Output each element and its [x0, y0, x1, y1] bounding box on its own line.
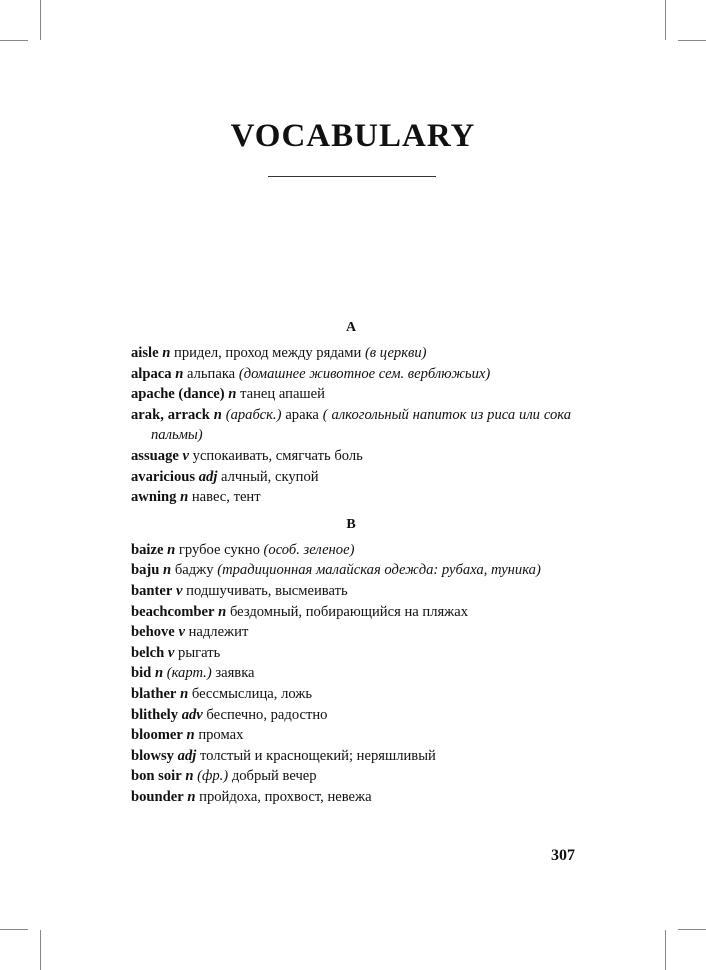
- entry-gloss: алчный, скупой: [221, 468, 319, 485]
- glossary-entry: [131, 581, 571, 602]
- entry-pos: n: [228, 386, 237, 403]
- entry-gloss: толстый и краснощекий; неряшливый: [199, 747, 436, 764]
- entry-note: (домашнее животное сем. верблюжьих): [238, 365, 491, 382]
- entry-note: (в церкви): [364, 345, 427, 361]
- glossary-entry: [131, 560, 571, 581]
- crop-mark-bottom-left-horizontal: [0, 929, 28, 930]
- entry-pos: n: [185, 768, 194, 785]
- entry-gloss: успокаивать, смягчать боль: [192, 447, 363, 464]
- glossary-entry: [131, 602, 571, 623]
- entry-pos: n: [163, 562, 172, 579]
- glossary-entry: [131, 405, 571, 446]
- section-letter-a: A: [345, 320, 357, 335]
- entry-note: (традиционная малайская одежда: рубаха, туника): [217, 562, 541, 579]
- entry-gloss: надлежит: [188, 624, 249, 641]
- glossary-entry: [131, 343, 571, 364]
- entry-pos: n: [180, 489, 189, 506]
- entry-term: alpaca: [131, 365, 172, 382]
- entry-term: apache (dance): [131, 386, 225, 403]
- glossary-entry: [131, 622, 571, 643]
- entry-gloss: грубое сукно: [178, 541, 260, 558]
- entry-pos: n: [167, 541, 176, 558]
- entry-term: baize: [131, 541, 164, 558]
- entry-pos: adj: [177, 747, 197, 764]
- entry-gloss: добрый вечер: [231, 768, 317, 785]
- entry-term: awning: [131, 489, 177, 506]
- entry-pos: v: [182, 447, 189, 464]
- entry-term: avaricious: [131, 468, 196, 485]
- glossary-entry: [131, 446, 571, 467]
- page-number: 307: [551, 847, 575, 864]
- entry-note: (карт.): [166, 665, 212, 682]
- entry-term: bid: [131, 665, 152, 682]
- entry-term: assuage: [131, 447, 179, 464]
- glossary-entry: [131, 487, 571, 508]
- glossary-entry: [131, 787, 571, 808]
- glossary-entry: [131, 364, 571, 385]
- entry-pos: n: [154, 665, 164, 682]
- entry-term: baju: [131, 562, 160, 579]
- section-letter-b: B: [346, 516, 356, 532]
- entry-gloss: подшучивать, высмеивать: [186, 582, 348, 599]
- entry-pos: adj: [198, 468, 218, 485]
- entry-pos: n: [218, 603, 227, 620]
- glossary: [131, 317, 571, 807]
- entry-pos: v: [176, 582, 183, 599]
- entry-term: blowsy: [131, 747, 174, 764]
- entry-term: blithely: [131, 706, 179, 723]
- entry-pos: n: [213, 406, 222, 423]
- entry-gloss: беспечно, радостно: [206, 706, 328, 723]
- entry-pos: n: [180, 685, 189, 702]
- crop-mark-top-left-vertical: [40, 0, 41, 40]
- entry-term: blather: [131, 685, 177, 702]
- entry-pos: n: [175, 365, 184, 382]
- entry-gloss: навес, тент: [191, 489, 261, 506]
- glossary-entry: [131, 540, 571, 561]
- entry-term: aisle: [131, 345, 159, 361]
- entry-gloss: рыгать: [178, 644, 221, 661]
- entry-pos: v: [167, 644, 175, 661]
- entry-term: bounder: [131, 788, 184, 805]
- title-divider: [268, 176, 436, 177]
- glossary-entry: [131, 643, 571, 664]
- entry-note: (арабск.): [225, 406, 282, 423]
- crop-mark-top-right-horizontal: [678, 40, 706, 41]
- entry-gloss: альпака: [186, 365, 236, 382]
- glossary-entry: [131, 766, 571, 787]
- entry-term: belch: [131, 644, 165, 661]
- entry-gloss: бессмыслица, ложь: [191, 685, 313, 702]
- entry-pos: n: [162, 345, 171, 361]
- entry-note: (фр.): [197, 768, 229, 785]
- glossary-entry: [131, 384, 571, 405]
- entry-gloss: пройдоха, прохвост, невежа: [199, 788, 372, 805]
- crop-mark-top-right-vertical: [665, 0, 666, 40]
- crop-mark-bottom-right-horizontal: [678, 929, 706, 930]
- entry-term: behove: [131, 624, 175, 641]
- crop-mark-bottom-left-vertical: [40, 930, 41, 970]
- entry-pos: adv: [181, 706, 203, 723]
- entry-gloss: бездомный, побирающийся на пляжах: [229, 603, 469, 620]
- crop-mark-bottom-right-vertical: [665, 930, 666, 970]
- entry-term: bloomer: [131, 727, 183, 744]
- glossary-entry: [131, 725, 571, 746]
- entry-pos: n: [186, 727, 195, 744]
- entry-gloss: арака: [285, 406, 319, 423]
- crop-mark-top-left-horizontal: [0, 40, 28, 41]
- glossary-entry: [131, 663, 571, 684]
- entry-gloss: промах: [198, 727, 244, 744]
- entry-note: (особ. зеленое): [263, 541, 355, 558]
- entry-term: beachcomber: [131, 603, 215, 620]
- entry-term: banter: [131, 582, 173, 599]
- glossary-entry: [131, 705, 571, 726]
- entry-term: arak, arrack: [131, 406, 210, 423]
- entry-term: bon soir: [131, 768, 182, 785]
- entry-gloss: танец апашей: [240, 386, 325, 403]
- entry-gloss: заявка: [215, 665, 255, 682]
- entry-pos: v: [178, 624, 185, 641]
- entry-gloss: придел, проход между рядами: [174, 345, 362, 361]
- page-title: VOCABULARY: [230, 118, 476, 154]
- entry-gloss: баджу: [174, 562, 214, 579]
- glossary-entry: [131, 467, 571, 488]
- glossary-entry: [131, 684, 571, 705]
- entry-pos: n: [187, 788, 196, 805]
- entry-note: ( алкогольный напиток из риса или сока пальмы): [151, 406, 572, 444]
- glossary-entry: [131, 746, 571, 767]
